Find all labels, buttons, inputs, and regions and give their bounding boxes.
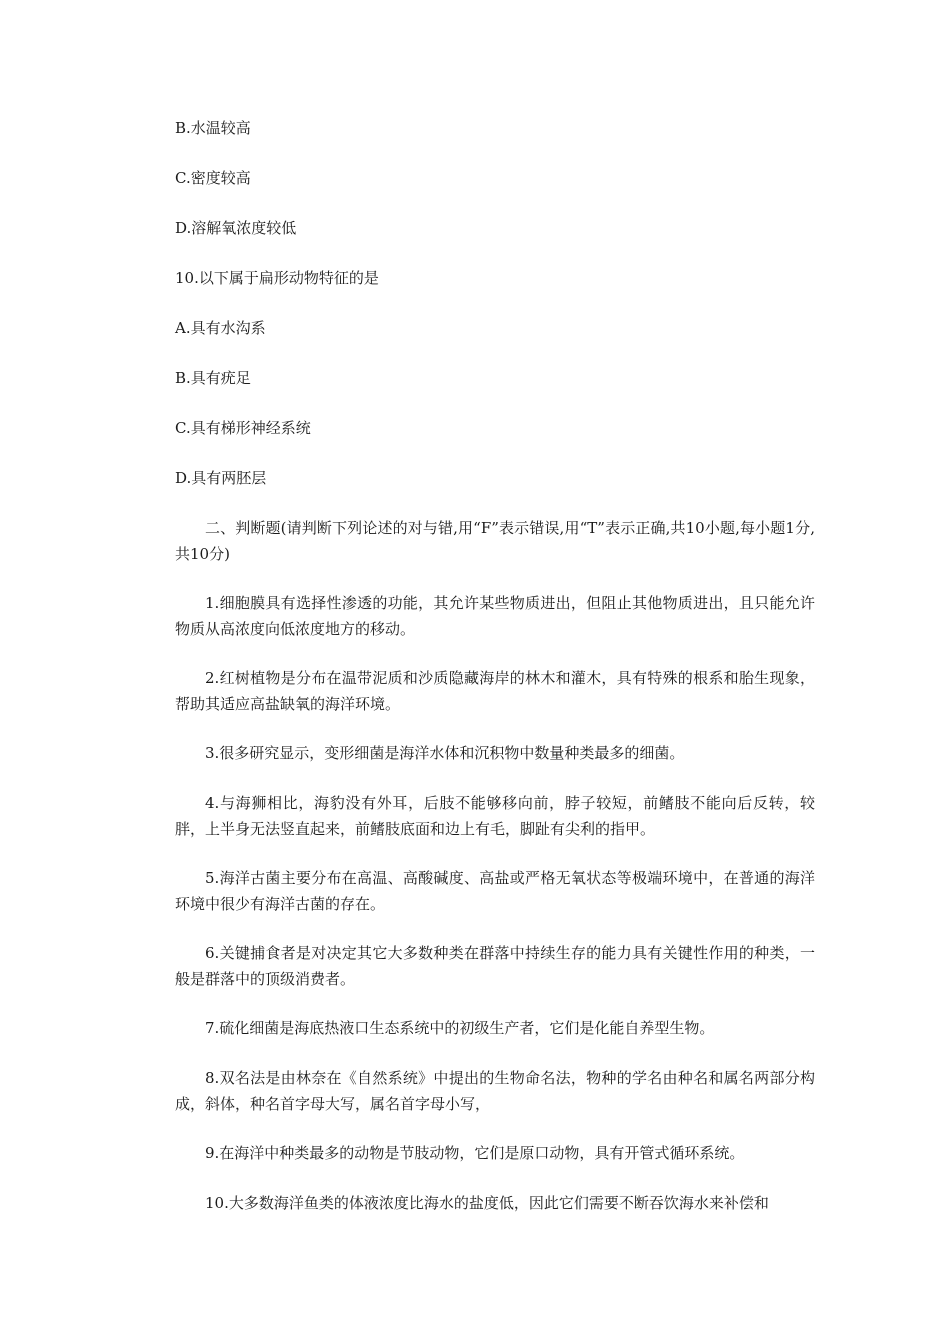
- tf-item-2: 2.红树植物是分布在温带泥质和沙质隐藏海岸的林木和灌木，具有特殊的根系和胎生现象，帮助其适应高盐缺氧的海洋环境。: [175, 669, 815, 713]
- q9-option-b: B.水温较高: [175, 119, 251, 137]
- tf-item-3: 3.很多研究显示，变形细菌是海洋水体和沉积物中数量种类最多的细菌。: [205, 744, 685, 762]
- q10-stem: 10.以下属于扁形动物特征的是: [175, 269, 379, 287]
- section2-heading: 二、判断题(请判断下列论述的对与错,用“F”表示错误,用“T”表示正确,共10小题,每小题1分,共10分): [175, 519, 815, 563]
- q10-option-b: B.具有疣足: [175, 369, 251, 387]
- q10-option-c: C.具有梯形神经系统: [175, 419, 311, 437]
- tf-item-1: 1.细胞膜具有选择性渗透的功能，其允许某些物质进出，但阻止其他物质进出，且只能允许物质从高浓度向低浓度地方的移动。: [175, 594, 815, 638]
- tf-item-9: 9.在海洋中种类最多的动物是节肢动物，它们是原口动物，具有开管式循环系统。: [205, 1144, 745, 1162]
- q10-option-a: A.具有水沟系: [175, 319, 266, 337]
- q9-option-c: C.密度较高: [175, 169, 251, 187]
- tf-item-5: 5.海洋古菌主要分布在高温、高酸碱度、高盐或严格无氧状态等极端环境中，在普通的海洋环境中很少有海洋古菌的存在。: [175, 869, 815, 913]
- tf-item-7: 7.硫化细菌是海底热液口生态系统中的初级生产者，它们是化能自养型生物。: [205, 1019, 715, 1037]
- tf-item-10: 10.大多数海洋鱼类的体液浓度比海水的盐度低，因此它们需要不断吞饮海水来补偿和: [205, 1194, 769, 1212]
- q10-option-d: D.具有两胚层: [175, 469, 267, 487]
- q9-option-d: D.溶解氧浓度较低: [175, 219, 297, 237]
- tf-item-4: 4.与海狮相比，海豹没有外耳，后肢不能够移向前，脖子较短，前鳍肢不能向后反转，较胖，上半身无法竖直起来，前鳍肢底面和边上有毛，脚趾有尖利的指甲。: [175, 794, 815, 838]
- tf-item-6: 6.关键捕食者是对决定其它大多数种类在群落中持续生存的能力具有关键性作用的种类，一般是群落中的顶级消费者。: [175, 944, 815, 988]
- tf-item-8: 8.双名法是由林奈在《自然系统》中提出的生物命名法，物种的学名由种名和属名两部分构成，斜体，种名首字母大写，属名首字母小写，: [175, 1069, 815, 1113]
